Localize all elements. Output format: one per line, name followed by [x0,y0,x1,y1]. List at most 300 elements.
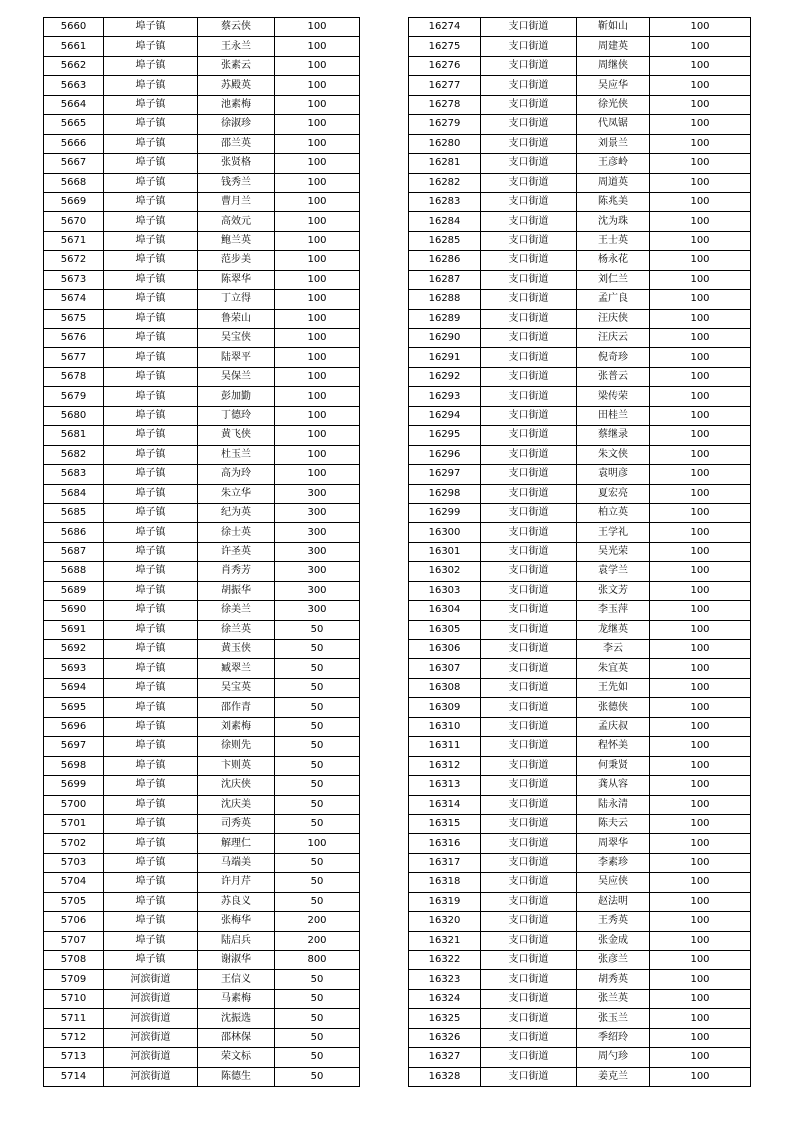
amount-cell: 100 [650,76,751,95]
recipient-name-cell: 张彦兰 [577,951,650,970]
entry-number-cell: 16325 [409,1009,481,1028]
district-cell: 支口街道 [481,951,577,970]
district-cell: 埠子镇 [104,814,198,833]
entry-number-cell: 16316 [409,834,481,853]
recipient-name-cell: 柏立英 [577,503,650,522]
table-row [409,484,751,503]
district-cell: 埠子镇 [104,503,198,522]
recipient-name-cell: 黄飞侠 [198,426,275,445]
amount-cell: 50 [275,873,360,892]
entry-number-cell: 16277 [409,76,481,95]
entry-number-cell: 16293 [409,387,481,406]
amount-cell: 100 [650,951,751,970]
entry-number-cell: 5701 [44,814,104,833]
recipient-name-cell: 许圣英 [198,542,275,561]
recipient-name-cell: 杜玉兰 [198,445,275,464]
amount-cell: 100 [650,1067,751,1086]
table-row [44,776,360,795]
table-row [44,503,360,522]
entry-number-cell: 16306 [409,640,481,659]
entry-number-cell: 16314 [409,795,481,814]
district-cell: 支口街道 [481,309,577,328]
table-row [409,1028,751,1047]
entry-number-cell: 5669 [44,192,104,211]
recipient-name-cell: 徐士英 [198,523,275,542]
table-row [409,134,751,153]
district-cell: 支口街道 [481,640,577,659]
entry-number-cell: 5685 [44,503,104,522]
entry-number-cell: 5688 [44,562,104,581]
district-cell: 支口街道 [481,173,577,192]
district-cell: 支口街道 [481,503,577,522]
amount-cell: 100 [650,231,751,250]
recipient-name-cell: 袁明彦 [577,465,650,484]
district-cell: 埠子镇 [104,348,198,367]
entry-number-cell: 16302 [409,562,481,581]
entry-number-cell: 5663 [44,76,104,95]
recipient-name-cell: 吴保兰 [198,367,275,386]
table-row [44,756,360,775]
recipient-name-cell: 孟广良 [577,290,650,309]
amount-cell: 50 [275,795,360,814]
amount-cell: 100 [275,367,360,386]
recipient-name-cell: 赵法明 [577,892,650,911]
recipient-name-cell: 高效元 [198,212,275,231]
district-cell: 支口街道 [481,873,577,892]
entry-number-cell: 16297 [409,465,481,484]
table-row [44,814,360,833]
amount-cell: 300 [275,503,360,522]
amount-cell: 100 [650,1028,751,1047]
district-cell: 支口街道 [481,95,577,114]
amount-cell: 100 [650,503,751,522]
recipient-name-cell: 朱立华 [198,484,275,503]
table-row [44,18,360,37]
district-cell: 埠子镇 [104,717,198,736]
district-cell: 支口街道 [481,56,577,75]
amount-cell: 100 [275,270,360,289]
recipient-name-cell: 李素珍 [577,853,650,872]
amount-cell: 100 [275,134,360,153]
amount-cell: 300 [275,523,360,542]
district-cell: 埠子镇 [104,309,198,328]
amount-cell: 100 [650,698,751,717]
district-cell: 支口街道 [481,620,577,639]
table-row [409,873,751,892]
entry-number-cell: 5693 [44,659,104,678]
recipient-name-cell: 陈夫云 [577,814,650,833]
amount-cell: 100 [275,465,360,484]
entry-number-cell: 16287 [409,270,481,289]
recipient-name-cell: 龚从容 [577,776,650,795]
table-row [44,1048,360,1067]
amount-cell: 100 [650,134,751,153]
district-cell: 河滨街道 [104,1028,198,1047]
amount-cell: 200 [275,912,360,931]
amount-cell: 200 [275,931,360,950]
district-cell: 支口街道 [481,542,577,561]
recipient-name-cell: 徐兰英 [198,620,275,639]
district-cell: 支口街道 [481,912,577,931]
amount-cell: 300 [275,601,360,620]
entry-number-cell: 5671 [44,231,104,250]
entry-number-cell: 16311 [409,737,481,756]
amount-cell: 100 [650,892,751,911]
amount-cell: 100 [650,484,751,503]
district-cell: 埠子镇 [104,192,198,211]
recipient-name-cell: 邵兰英 [198,134,275,153]
recipient-name-cell: 谢淑华 [198,951,275,970]
entry-number-cell: 5665 [44,115,104,134]
table-row [409,1067,751,1086]
recipient-name-cell: 龙继英 [577,620,650,639]
table-row [44,445,360,464]
right-table-body [409,18,751,1087]
table-row [44,348,360,367]
amount-cell: 100 [650,367,751,386]
amount-cell: 100 [650,581,751,600]
table-row [409,1048,751,1067]
recipient-name-cell: 李玉萍 [577,601,650,620]
recipient-name-cell: 许月芹 [198,873,275,892]
amount-cell: 100 [275,154,360,173]
table-row [409,814,751,833]
recipient-name-cell: 张玉兰 [577,1009,650,1028]
recipient-name-cell: 朱文侠 [577,445,650,464]
recipient-name-cell: 张兰英 [577,989,650,1008]
table-row [44,853,360,872]
entry-number-cell: 16282 [409,173,481,192]
amount-cell: 50 [275,640,360,659]
entry-number-cell: 5712 [44,1028,104,1047]
entry-number-cell: 5702 [44,834,104,853]
table-row [44,581,360,600]
amount-cell: 100 [275,18,360,37]
amount-cell: 100 [650,192,751,211]
entry-number-cell: 5678 [44,367,104,386]
amount-cell: 50 [275,776,360,795]
amount-cell: 100 [650,562,751,581]
table-row [409,445,751,464]
table-row [44,251,360,270]
table-row [409,309,751,328]
district-cell: 支口街道 [481,212,577,231]
district-cell: 河滨街道 [104,1067,198,1086]
recipient-name-cell: 徐光侠 [577,95,650,114]
recipient-name-cell: 刘仁兰 [577,270,650,289]
entry-number-cell: 16295 [409,426,481,445]
table-row [44,426,360,445]
recipient-name-cell: 沈庆美 [198,795,275,814]
table-row [409,56,751,75]
recipient-name-cell: 朱宜英 [577,659,650,678]
table-row [44,659,360,678]
recipient-name-cell: 张金成 [577,931,650,950]
table-row [44,173,360,192]
entry-number-cell: 16291 [409,348,481,367]
amount-cell: 100 [650,387,751,406]
amount-cell: 50 [275,853,360,872]
recipient-name-cell: 代凤锯 [577,115,650,134]
entry-number-cell: 5686 [44,523,104,542]
district-cell: 埠子镇 [104,56,198,75]
amount-cell: 100 [275,251,360,270]
district-cell: 支口街道 [481,348,577,367]
entry-number-cell: 16279 [409,115,481,134]
recipient-name-cell: 周继侠 [577,56,650,75]
amount-cell: 100 [650,37,751,56]
district-cell: 埠子镇 [104,523,198,542]
amount-cell: 100 [650,931,751,950]
entry-number-cell: 16328 [409,1067,481,1086]
table-row [409,348,751,367]
amount-cell: 50 [275,717,360,736]
table-row [409,581,751,600]
recipient-name-cell: 陆翠平 [198,348,275,367]
recipient-name-cell: 钱秀兰 [198,173,275,192]
table-row [409,970,751,989]
table-row [44,737,360,756]
entry-number-cell: 16309 [409,698,481,717]
recipient-name-cell: 张德侠 [577,698,650,717]
amount-cell: 50 [275,737,360,756]
recipient-name-cell: 鲍兰英 [198,231,275,250]
table-row [44,834,360,853]
recipient-name-cell: 王学礼 [577,523,650,542]
recipient-name-cell: 张梅华 [198,912,275,931]
district-cell: 埠子镇 [104,659,198,678]
table-row [409,290,751,309]
entry-number-cell: 16304 [409,601,481,620]
district-cell: 埠子镇 [104,562,198,581]
entry-number-cell: 16301 [409,542,481,561]
recipient-name-cell: 蔡继录 [577,426,650,445]
table-row [409,251,751,270]
table-row [409,270,751,289]
table-row [44,678,360,697]
district-cell: 河滨街道 [104,1048,198,1067]
amount-cell: 50 [275,620,360,639]
district-cell: 埠子镇 [104,387,198,406]
entry-number-cell: 5713 [44,1048,104,1067]
left-table-body [44,18,360,1087]
table-row [44,523,360,542]
entry-number-cell: 5707 [44,931,104,950]
district-cell: 埠子镇 [104,406,198,425]
amount-cell: 100 [275,115,360,134]
recipient-name-cell: 荣文标 [198,1048,275,1067]
entry-number-cell: 16320 [409,912,481,931]
amount-cell: 100 [650,56,751,75]
table-row [44,387,360,406]
district-cell: 埠子镇 [104,873,198,892]
amount-cell: 100 [275,56,360,75]
recipient-name-cell: 司秀英 [198,814,275,833]
entry-number-cell: 16285 [409,231,481,250]
table-row [44,37,360,56]
amount-cell: 100 [650,95,751,114]
entry-number-cell: 16278 [409,95,481,114]
table-row [409,601,751,620]
entry-number-cell: 16321 [409,931,481,950]
amount-cell: 100 [275,37,360,56]
table-row [409,562,751,581]
district-cell: 支口街道 [481,329,577,348]
recipient-name-cell: 靳如山 [577,18,650,37]
recipient-name-cell: 周道英 [577,173,650,192]
district-cell: 支口街道 [481,678,577,697]
table-row [409,212,751,231]
amount-cell: 100 [650,737,751,756]
amount-cell: 50 [275,892,360,911]
amount-cell: 100 [650,756,751,775]
recipient-name-cell: 高为玲 [198,465,275,484]
recipient-name-cell: 徐则先 [198,737,275,756]
district-cell: 支口街道 [481,426,577,445]
recipient-name-cell: 孟庆叔 [577,717,650,736]
district-cell: 支口街道 [481,581,577,600]
district-cell: 埠子镇 [104,465,198,484]
district-cell: 支口街道 [481,737,577,756]
district-cell: 埠子镇 [104,76,198,95]
district-cell: 埠子镇 [104,18,198,37]
recipient-name-cell: 陆启兵 [198,931,275,950]
district-cell: 支口街道 [481,892,577,911]
entry-number-cell: 16313 [409,776,481,795]
district-cell: 支口街道 [481,853,577,872]
entry-number-cell: 16310 [409,717,481,736]
recipient-name-cell: 苏殿英 [198,76,275,95]
recipient-name-cell: 吴应华 [577,76,650,95]
district-cell: 埠子镇 [104,892,198,911]
entry-number-cell: 16303 [409,581,481,600]
entry-number-cell: 16315 [409,814,481,833]
table-row [44,115,360,134]
entry-number-cell: 16284 [409,212,481,231]
recipient-name-cell: 臧翠兰 [198,659,275,678]
amount-cell: 100 [275,290,360,309]
recipient-name-cell: 马素梅 [198,989,275,1008]
district-cell: 支口街道 [481,795,577,814]
table-row [409,659,751,678]
district-cell: 支口街道 [481,562,577,581]
recipient-name-cell: 杨永花 [577,251,650,270]
amount-cell: 100 [275,329,360,348]
district-cell: 支口街道 [481,756,577,775]
table-row [409,912,751,931]
recipient-name-cell: 池素梅 [198,95,275,114]
district-cell: 支口街道 [481,445,577,464]
district-cell: 埠子镇 [104,601,198,620]
district-cell: 支口街道 [481,37,577,56]
recipient-name-cell: 王永兰 [198,37,275,56]
recipient-name-cell: 倪奇珍 [577,348,650,367]
entry-number-cell: 16308 [409,678,481,697]
table-row [44,309,360,328]
recipient-name-cell: 徐淑珍 [198,115,275,134]
recipient-name-cell: 马端美 [198,853,275,872]
recipient-name-cell: 刘素梅 [198,717,275,736]
recipient-name-cell: 丁德玲 [198,406,275,425]
district-cell: 支口街道 [481,192,577,211]
amount-cell: 50 [275,659,360,678]
amount-cell: 100 [650,814,751,833]
right-roster-table [408,17,751,1087]
recipient-name-cell: 吴光荣 [577,542,650,561]
district-cell: 埠子镇 [104,853,198,872]
recipient-name-cell: 李云 [577,640,650,659]
amount-cell: 50 [275,1028,360,1047]
entry-number-cell: 5706 [44,912,104,931]
entry-number-cell: 5699 [44,776,104,795]
table-row [44,873,360,892]
entry-number-cell: 5689 [44,581,104,600]
amount-cell: 100 [650,154,751,173]
district-cell: 支口街道 [481,814,577,833]
amount-cell: 100 [650,601,751,620]
district-cell: 支口街道 [481,1067,577,1086]
amount-cell: 100 [650,640,751,659]
entry-number-cell: 5676 [44,329,104,348]
amount-cell: 100 [650,406,751,425]
recipient-name-cell: 纪为英 [198,503,275,522]
entry-number-cell: 5679 [44,387,104,406]
table-row [44,892,360,911]
amount-cell: 100 [275,95,360,114]
entry-number-cell: 5695 [44,698,104,717]
amount-cell: 100 [650,309,751,328]
entry-number-cell: 16276 [409,56,481,75]
recipient-name-cell: 邵林保 [198,1028,275,1047]
table-row [44,270,360,289]
table-row [44,640,360,659]
table-row [44,192,360,211]
recipient-name-cell: 王士英 [577,231,650,250]
amount-cell: 100 [275,173,360,192]
recipient-name-cell: 黄玉侠 [198,640,275,659]
district-cell: 河滨街道 [104,989,198,1008]
recipient-name-cell: 季绍玲 [577,1028,650,1047]
table-row [44,231,360,250]
table-row [409,989,751,1008]
recipient-name-cell: 苏良义 [198,892,275,911]
recipient-name-cell: 何秉贤 [577,756,650,775]
table-row [409,737,751,756]
entry-number-cell: 5681 [44,426,104,445]
recipient-name-cell: 汪庆侠 [577,309,650,328]
entry-number-cell: 5694 [44,678,104,697]
amount-cell: 100 [650,465,751,484]
entry-number-cell: 16290 [409,329,481,348]
table-row [44,134,360,153]
entry-number-cell: 16307 [409,659,481,678]
amount-cell: 50 [275,970,360,989]
recipient-name-cell: 张素云 [198,56,275,75]
district-cell: 埠子镇 [104,134,198,153]
entry-number-cell: 5700 [44,795,104,814]
entry-number-cell: 16283 [409,192,481,211]
recipient-name-cell: 王信义 [198,970,275,989]
table-row [44,367,360,386]
district-cell: 埠子镇 [104,951,198,970]
recipient-name-cell: 张普云 [577,367,650,386]
table-row [409,951,751,970]
amount-cell: 100 [650,329,751,348]
table-row [409,115,751,134]
amount-cell: 100 [650,853,751,872]
entry-number-cell: 5698 [44,756,104,775]
table-row [44,154,360,173]
